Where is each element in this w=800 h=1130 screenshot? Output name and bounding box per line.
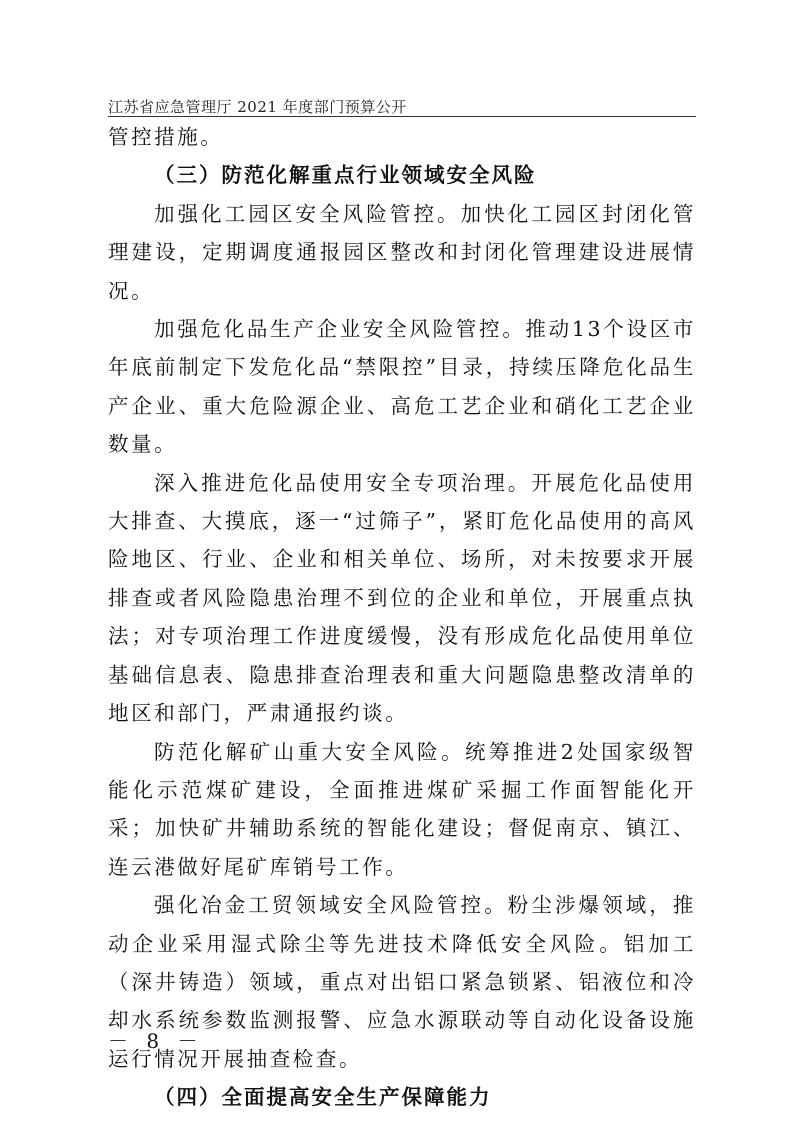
paragraph-mining-risk: 防范化解矿山重大安全风险。统筹推进2处国家级智能化示范煤矿建设，全面推进煤矿采掘工作面智能化开采；加快矿井辅助系统的智能化建设；督促南京、镇江、连云港做好尾矿库销号工作。 (108, 739, 696, 879)
running-header: 江苏省应急管理厅 2021 年度部门预算公开 (108, 98, 407, 116)
header-divider (108, 116, 696, 117)
paragraph-hazardous-usage: 深入推进危化品使用安全专项治理。开展危化品使用大排查、大摸底，逐一“过筛子”，紧盯危化品使用的高风险地区、行业、企业和相关单位、场所，对未按要求开展排查或者风险隐患治理不到位的企业和单位，开展重点执法；对专项治理工作进度缓慢，没有形成危化品使用单位基础信息表、隐患排查治理表和重大问题隐患整改清单的地区和部门，严肃通报约谈。 (108, 470, 696, 726)
document-body (108, 118, 696, 1117)
paragraph-hazardous-production: 加强危化品生产企业安全风险管控。推动13个设区市年底前制定下发危化品“禁限控”目录，持续压降危化品生产企业、重大危险源企业、高危工艺企业和硝化工艺企业数量。 (108, 317, 696, 457)
section-heading-three: （三）防范化解重点行业领域安全风险 (154, 163, 537, 188)
paragraph-continuation: 管控措施。 (108, 125, 224, 149)
paragraph-metallurgy-risk: 强化冶金工贸领域安全风险管控。粉尘涉爆领域，推动企业采用湿式除尘等先进技术降低安全风险。铝加工（深井铸造）领域，重点对出铝口紧急锁紧、铝液位和冷却水系统参数监测报警、应急水源联动等自动化设备设施运行情况开展抽查检查。 (108, 893, 696, 1071)
section-heading-four: （四）全面提高安全生产保障能力 (154, 1085, 492, 1110)
page-number: － 8 － (108, 1029, 204, 1053)
paragraph-chemical-park: 加强化工园区安全风险管控。加快化工园区封闭化管理建设，定期调度通报园区整改和封闭化管理建设进展情况。 (108, 201, 696, 303)
